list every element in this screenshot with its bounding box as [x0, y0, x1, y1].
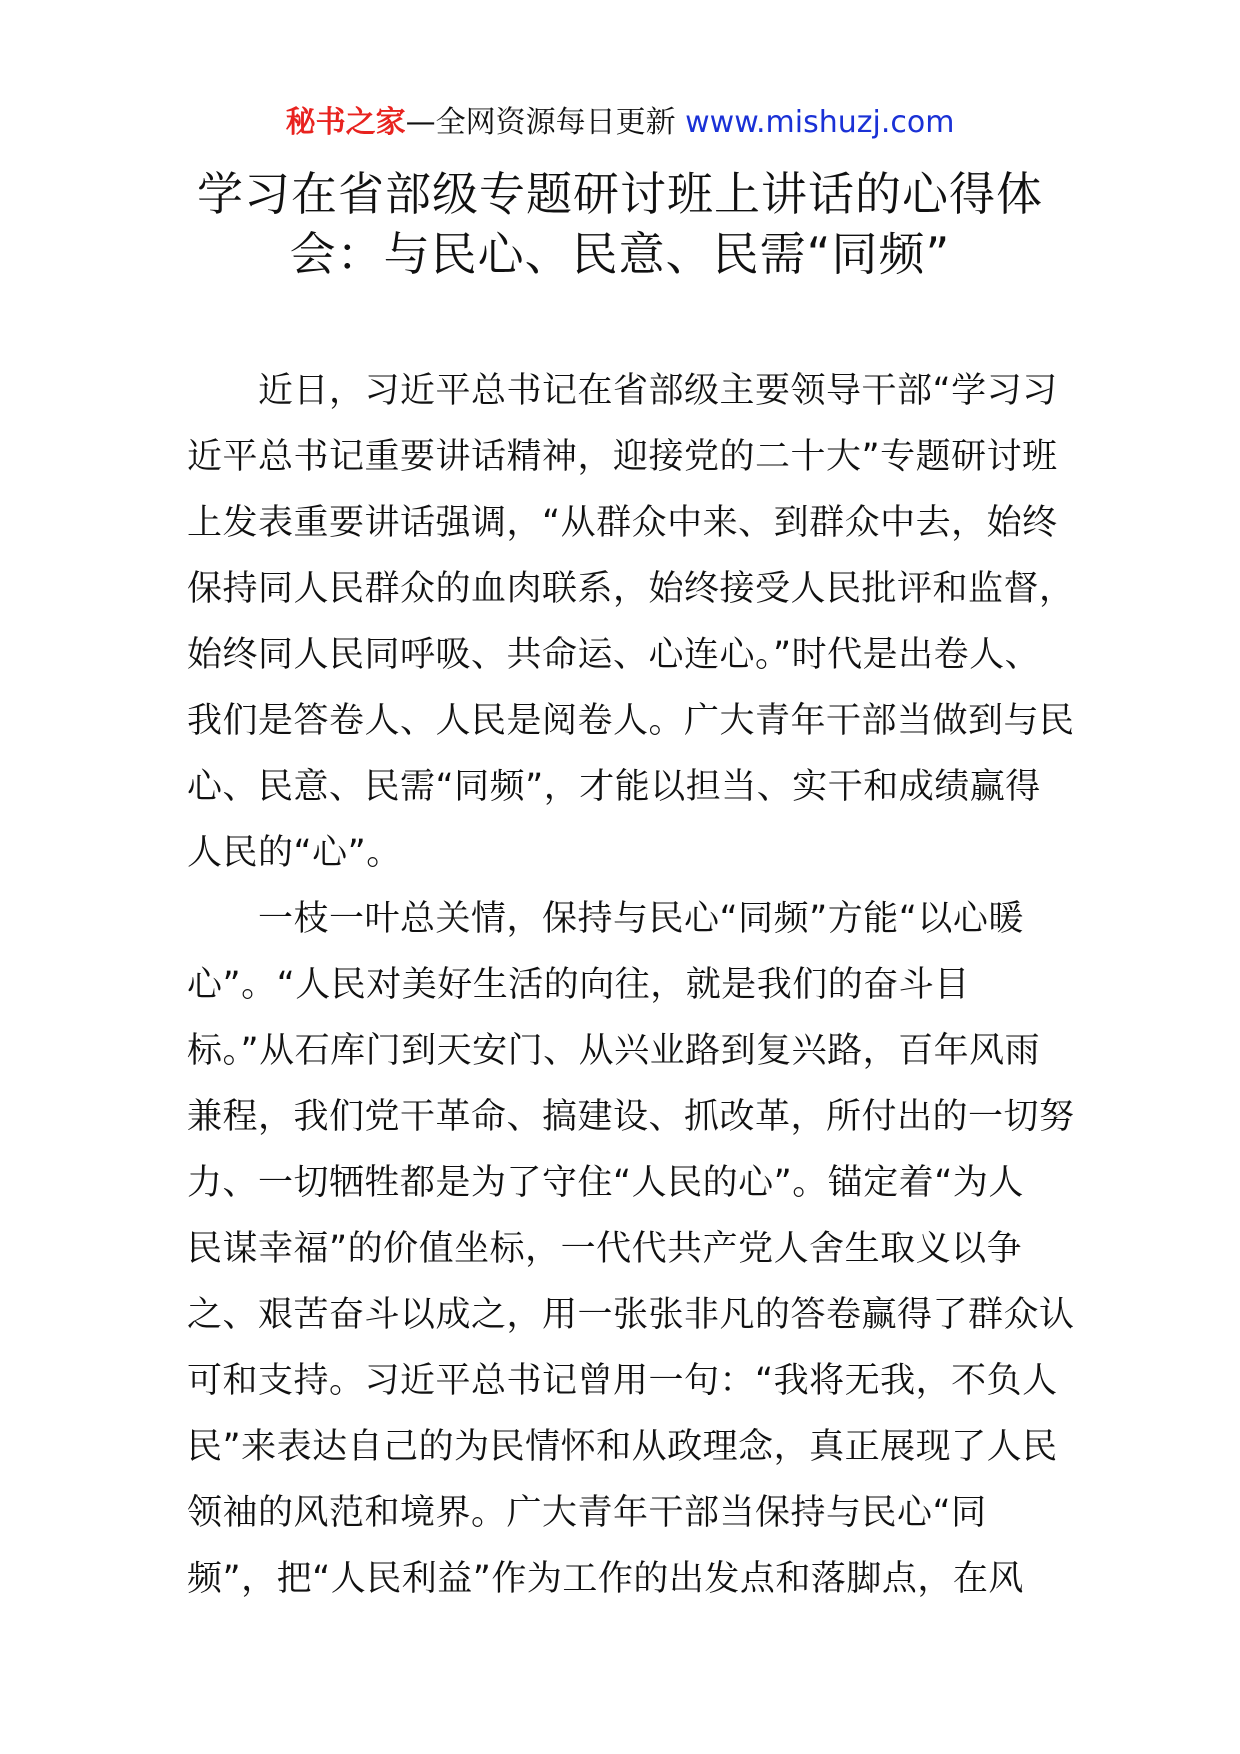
text-line: 领袖的风范和境界。广大青年干部当保持与民心“同 [187, 1493, 987, 1533]
site-tagline: —全网资源每日更新 [405, 105, 686, 140]
text-line: 上发表重要讲话强调，“从群众中来、到群众中去，始终 [187, 503, 1058, 543]
text-line: 我们是答卷人、人民是阅卷人。广大青年干部当做到与民 [187, 701, 1075, 741]
text-line: 可和支持。习近平总书记曾用一句：“我将无我，不负人 [187, 1361, 1058, 1401]
text-line: 力、一切牺牲都是为了守住“人民的心”。锚定着“为人 [187, 1163, 1024, 1203]
title-line: 会：与民心、民意、民需“同频” [289, 227, 951, 281]
site-brand: 秘书之家 [285, 105, 406, 140]
paragraph-1 [187, 358, 1075, 886]
text-line: 一枝一叶总关情，保持与民心“同频”方能“以心暖 [187, 899, 1024, 939]
text-line: 民谋幸福”的价值坐标，一代代共产党人舍生取义以争 [187, 1229, 1023, 1269]
paragraph-2 [187, 886, 1075, 1612]
text-line: 人民的“心”。 [187, 833, 402, 873]
text-line: 兼程，我们党干革命、搞建设、抓改革，所付出的一切努 [187, 1097, 1075, 1137]
text-line: 之、艰苦奋斗以成之，用一张张非凡的答卷赢得了群众认 [187, 1295, 1075, 1335]
site-url[interactable]: www.mishuzj.com [685, 105, 955, 140]
title-line: 学习在省部级专题研讨班上讲话的心得体 [197, 167, 1043, 221]
site-header [0, 101, 1240, 145]
text-line: 近平总书记重要讲话精神，迎接党的二十大”专题研讨班 [187, 437, 1058, 477]
text-line: 心、民意、民需“同频”，才能以担当、实干和成绩赢得 [187, 767, 1041, 807]
text-line: 始终同人民同呼吸、共命运、心连心。”时代是出卷人、 [187, 635, 1041, 675]
document-body [187, 358, 1075, 1612]
text-line: 标。”从石库门到天安门、从兴业路到复兴路，百年风雨 [187, 1031, 1041, 1071]
document-title [180, 164, 1060, 284]
text-line: 频”，把“人民利益”作为工作的出发点和落脚点，在风 [187, 1559, 1024, 1599]
text-line: 民”来表达自己的为民情怀和从政理念，真正展现了人民 [187, 1427, 1058, 1467]
text-line: 心”。“人民对美好生活的向往，就是我们的奋斗目 [187, 965, 970, 1005]
text-line: 保持同人民群众的血肉联系，始终接受人民批评和监督， [187, 569, 1075, 609]
text-line: 近日，习近平总书记在省部级主要领导干部“学习习 [187, 371, 1058, 411]
